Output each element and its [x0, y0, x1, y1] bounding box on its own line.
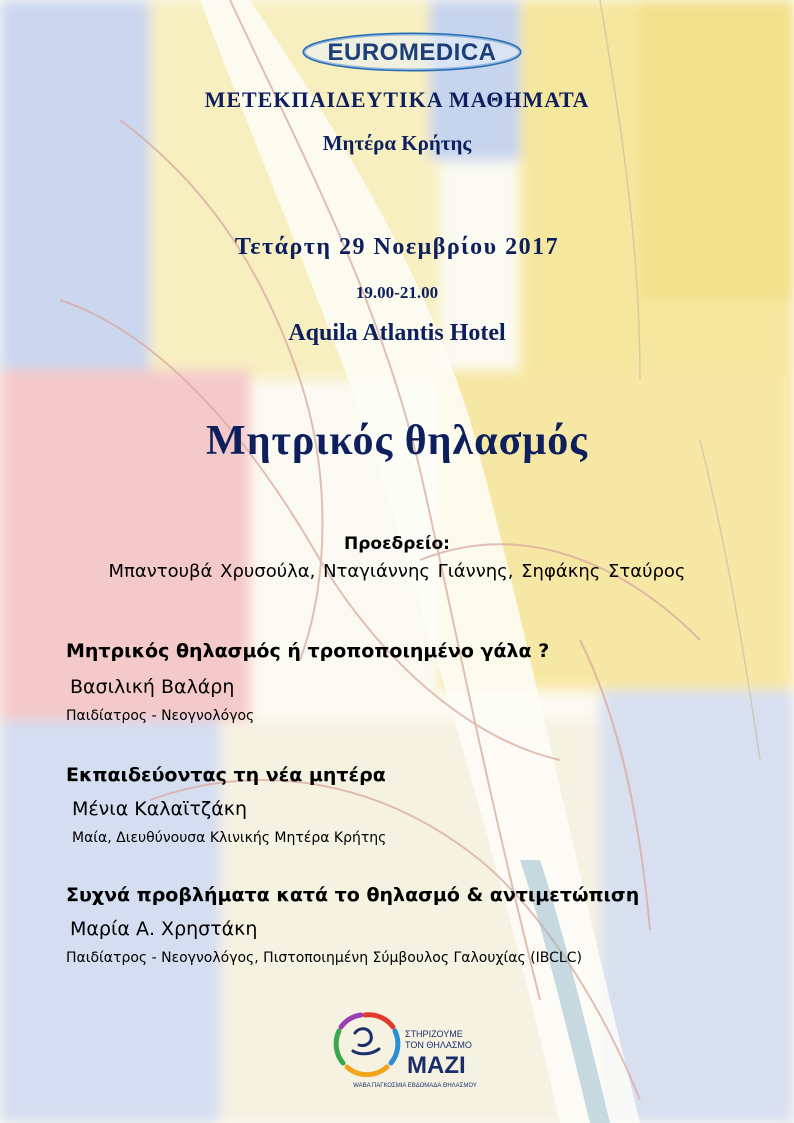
- talk-speaker: Μένια Καλαϊτζάκη: [72, 798, 247, 820]
- talk-speaker: Βασιλική Βαλάρη: [70, 676, 235, 698]
- logo-line-1: ΣΤΗΡΙΖΟΥΜΕ: [405, 1029, 463, 1039]
- event-venue: Aquila Atlantis Hotel: [288, 320, 506, 346]
- logo-line-3: ΜΑΖΙ: [407, 1052, 466, 1079]
- logo-line-2: ΤΟΝ ΘΗΛΑΣΜΟ: [405, 1040, 472, 1050]
- talk-speaker-role: Παιδίατρος - Νεογνολόγος, Πιστοποιημένη Σύμβουλος Γαλουχίας (IBCLC): [66, 950, 582, 966]
- committee-label: Προεδρείο:: [344, 534, 450, 554]
- event-date: Τετάρτη 29 Νοεμβρίου 2017: [234, 234, 560, 260]
- organization-name: Μητέρα Κρήτης: [322, 131, 472, 155]
- breastfeeding-week-logo: [325, 1005, 505, 1091]
- talk-speaker-role: Μαία, Διευθύνουσα Κλινικής Μητέρα Κρήτης: [72, 830, 387, 846]
- talk-title: Συχνά προβλήματα κατά το θηλασμό & αντιμετώπιση: [66, 884, 640, 906]
- talk-title: Εκπαιδεύοντας τη νέα μητέρα: [66, 764, 386, 786]
- main-title: Μητρικός θηλασμός: [206, 418, 588, 464]
- euromedica-logo: [300, 28, 524, 74]
- talk-title: Μητρικός θηλασμός ή τροποποιημένο γάλα ?: [66, 640, 550, 662]
- talk-speaker: Μαρία Α. Χρηστάκη: [70, 918, 258, 940]
- committee-members: Μπαντουβά Χρυσούλα, Νταγιάννης Γιάννης, Σηφάκης Σταύρος: [108, 561, 686, 582]
- talk-speaker-role: Παιδίατρος - Νεογνολόγος: [66, 708, 255, 724]
- event-time: 19.00-21.00: [355, 283, 439, 302]
- logo-line-4: WABA ΠΑΓΚΟΣΜΙΑ ΕΒΔΟΜΑΔΑ ΘΗΛΑΣΜΟΥ: [353, 1083, 477, 1089]
- course-title: ΜΕΤΕΚΠΑΙΔΕΥΤΙΚΑ ΜΑΘΗΜΑΤΑ: [204, 87, 590, 112]
- euromedica-logo-text: EUROMEDICA: [327, 39, 497, 66]
